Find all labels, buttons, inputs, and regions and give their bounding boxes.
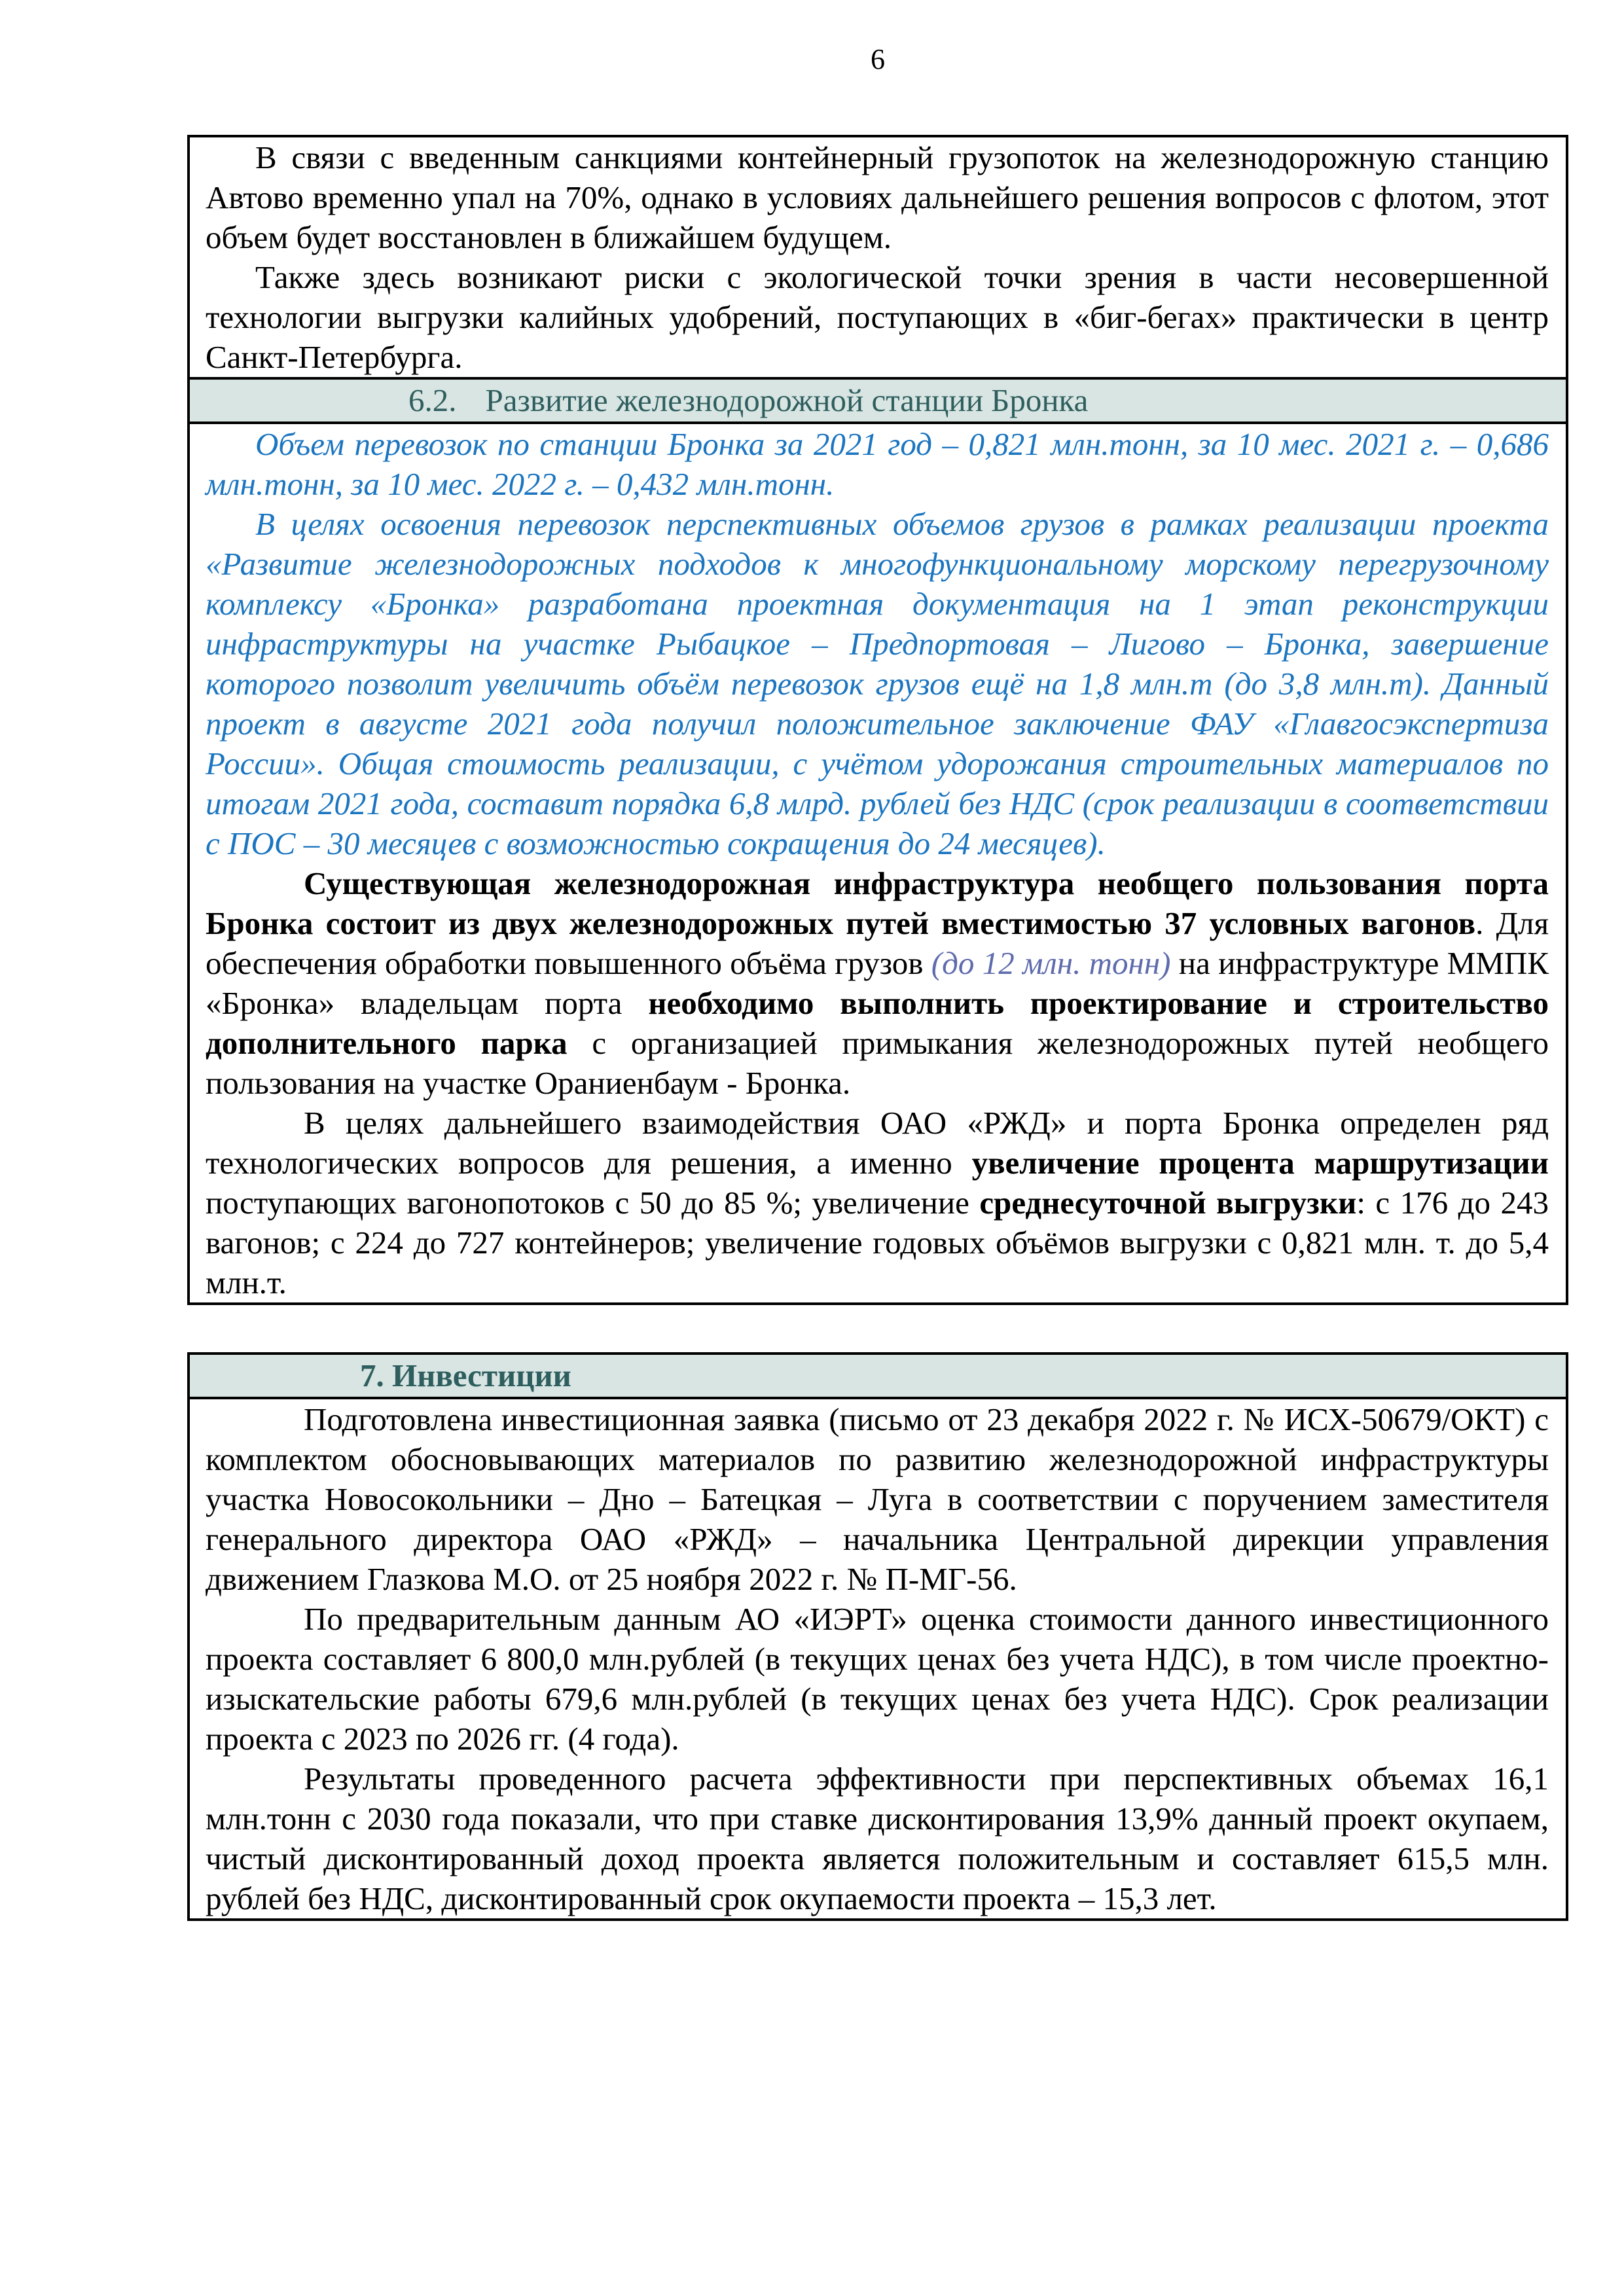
violet-run-12-mln-tonn: (до 12 млн. тонн)	[931, 945, 1171, 981]
bold-run-need-to-build: необходимо выполнить проектирование и строительство дополнительного парка	[206, 985, 1549, 1061]
text-run: . Для обеспечения обработки повышенного объёма грузов	[206, 905, 1549, 981]
text-run: поступающих вагонопотоков с 50 до 85 %; увеличение	[206, 1185, 980, 1221]
paragraph-cost-estimate: По предварительным данным АО «ИЭРТ» оценка стоимости данного инвестиционного проекта составляет 6 800,0 млн.рублей (в текущих ценах без учета НДС), в том числе проектно-изыскательские работы 679,6 млн.рублей (в текущих ценах без учета НДС). Срок реализации проекта с 2023 по 2026 гг. (4 года).	[206, 1601, 1549, 1757]
bold-run-existing-infrastructure: Существующая железнодорожная инфраструктура необщего пользования порта Бронка состоит из двух железнодорожных путей вместимостью 37 условных вагонов	[206, 865, 1549, 941]
page-number: 6	[871, 43, 885, 75]
section-box-investments	[187, 1352, 1568, 1921]
section-header-7: 7. Инвестиции	[190, 1355, 1566, 1399]
text-run: с организацией примыкания железнодорожных путей необщего пользования на участке Ораниенбаум - Бронка.	[206, 1025, 1549, 1101]
paragraph-infrastructure	[190, 863, 1566, 1103]
section-gap	[187, 1305, 1568, 1352]
paragraph-investment-application: Подготовлена инвестиционная заявка (письмо от 23 декабря 2022 г. № ИСХ-50679/ОКТ) с комплектом обосновывающих материалов по развитию железнодорожной инфраструктуры участка Новосокольники – Дно – Батецкая – Луга в соответствии с поручением заместителя генерального директора ОАО «РЖД» – начальника Центральной дирекции управления движением Глазкова М.О. от 25 ноября 2022 г. № П-МГ-56.	[206, 1401, 1549, 1597]
section-box-station-development	[187, 135, 1568, 1305]
bold-run-daily-unloading: среднесуточной выгрузки	[979, 1185, 1357, 1221]
paragraph-cooperation	[190, 1103, 1566, 1302]
paragraph-sanctions: В связи с введенным санкциями контейнерный грузопоток на железнодорожную станцию Автово временно упал на 70%, однако в условиях дальнейшего решения вопросов с флотом, этот объем будет восстановлен в ближайшем будущем.	[206, 139, 1549, 255]
section-title: Развитие железнодорожной станции Бронка	[485, 382, 1089, 418]
text-run: В целях дальнейшего взаимодействия ОАО «РЖД» и порта Бронка определен ряд технологических вопросов для решения, а именно	[206, 1105, 1549, 1181]
section-header-6-2	[190, 377, 1566, 424]
bold-run-routing-percent: увеличение процента маршрутизации	[971, 1145, 1549, 1181]
content-column	[187, 135, 1568, 1921]
paragraph-volumes-blue: Объем перевозок по станции Бронка за 2021 год – 0,821 млн.тонн, за 10 мес. 2021 г. – 0,686 млн.тонн, за 10 мес. 2022 г. – 0,432 млн.тонн.	[206, 426, 1549, 502]
section-number: 6.2.	[408, 382, 457, 418]
paragraph-ecology-risks: Также здесь возникают риски с экологической точки зрения в части несовершенной технологии выгрузки калийных удобрений, поступающих в «биг-бегах» практически в центр Санкт-Петербурга.	[206, 259, 1549, 375]
text-run: : с 176 до 243 вагонов; с 224 до 727 контейнеров; увеличение годовых объёмов выгрузки с 0,821 млн. т. до 5,4 млн.т.	[206, 1185, 1549, 1300]
text-run: на инфраструктуре ММПК «Бронка» владельцам порта	[206, 945, 1549, 1021]
paragraph-efficiency-results: Результаты проведенного расчета эффективности при перспективных объемах 16,1 млн.тонн с 2030 года показали, что при ставке дисконтирования 13,9% данный проект окупаем, чистый дисконтированный доход проекта является положительным и составляет 615,5 млн. рублей без НДС, дисконтированный срок окупаемости проекта – 15,3 лет.	[206, 1761, 1549, 1916]
paragraph-project-blue: В целях освоения перевозок перспективных объемов грузов в рамках реализации проекта «Развитие железнодорожных подходов к многофункциональному морскому перегрузочному комплексу «Бронка» разработана проектная документация на 1 этап реконструкции инфраструктуры на участке Рыбацкое – Предпортовая – Лигово – Бронка, завершение которого позволит увеличить объём перевозок грузов ещё на 1,8 млн.т (до 3,8 млн.т). Данный проект в августе 2021 года получил положительное заключение ФАУ «Главгосэкспертиза России». Общая стоимость реализации, с учётом удорожания строительных материалов по итогам 2021 года, составит порядка 6,8 млрд. рублей без НДС (срок реализации в соответствии с ПОС – 30 месяцев с возможностью сокращения до 24 месяцев).	[206, 506, 1549, 861]
